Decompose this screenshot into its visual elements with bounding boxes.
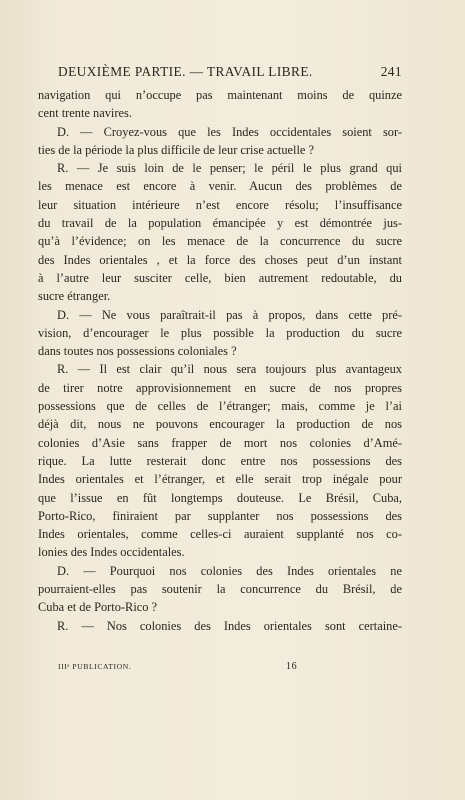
text-line: les menace est encore à venir. Aucun des problèmes de <box>38 179 402 194</box>
text-line: vision, d’encourager le plus possible la production du sucre <box>38 325 402 340</box>
text-line: que l’issue en fût longtemps douteuse. Le Brésil, Cuba, <box>38 490 402 505</box>
text-line: rique. La lutte resterait donc entre nos possessions des <box>38 453 402 468</box>
text-line: D. — Ne vous paraîtrait-il pas à propos, dans cette pré- <box>57 307 402 322</box>
text-line: possessions que de celles de l’étranger; mais, comme je l’ai <box>38 399 402 414</box>
text-line: leur situation intérieure n’est encore résolu; l’insuffisance <box>38 197 402 212</box>
text-line: lonies des Indes occidentales. <box>38 545 185 560</box>
text-line: Indes orientales et l’étranger, et elle serait trop inégale pour <box>38 472 402 487</box>
text-line: cent trente navires. <box>38 106 132 121</box>
text-line: R. — Je suis loin de le penser; le péril le plus grand qui <box>57 161 402 176</box>
text-line: R. — Nos colonies des Indes orientales sont certaine- <box>57 618 402 633</box>
text-line: D. — Croyez-vous que les Indes occidentales soient sor- <box>57 124 402 139</box>
sheet-number: 16 <box>286 661 298 672</box>
body-text <box>38 86 402 635</box>
text-line: Porto-Rico, finiraient par supplanter nos possessions des <box>38 508 402 523</box>
text-line: colonies d’Asie sans frapper de mort nos colonies d’Amé- <box>38 435 402 450</box>
signature-mark: IIIᵉ PUBLICATION. <box>58 662 132 671</box>
page-number: 241 <box>380 64 402 79</box>
text-line: Cuba et de Porto-Rico ? <box>38 600 158 615</box>
text-line: navigation qui n’occupe pas maintenant moins de quinze <box>38 88 402 102</box>
text-line: du travail de la population émancipée y est démontrée jus- <box>38 216 402 231</box>
page-footer <box>58 662 308 676</box>
text-line: D. — Pourquoi nos colonies des Indes orientales ne <box>57 563 402 578</box>
text-line: qu’à l’évidence; on les menace de la concurrence du sucre <box>38 234 402 249</box>
text-line: sucre étranger. <box>38 289 111 304</box>
running-title: DEUXIÈME PARTIE. — TRAVAIL LIBRE. <box>58 64 313 79</box>
text-line: ties de la période la plus difficile de leur crise actuelle ? <box>38 142 315 157</box>
text-line: des Indes orientales , et la force des choses peut d’un instant <box>38 252 402 267</box>
text-line: à l’autre leur susciter celle, bien autrement redoutable, du <box>38 270 402 285</box>
text-line: déjà dit, nous ne pouvons encourager la production de nos <box>38 417 402 432</box>
page-header <box>58 64 402 82</box>
text-line: dans toutes nos possessions coloniales ? <box>38 344 237 359</box>
text-line: Indes orientales, comme celles-ci auraient supplanté nos co- <box>38 527 402 542</box>
text-line: de tirer notre approvisionnement en sucre de nos propres <box>38 380 402 395</box>
text-line: pourraient-elles pas soutenir la concurrence du Brésil, de <box>38 582 402 597</box>
text-line: R. — Il est clair qu’il nous sera toujours plus avantageux <box>57 362 402 377</box>
